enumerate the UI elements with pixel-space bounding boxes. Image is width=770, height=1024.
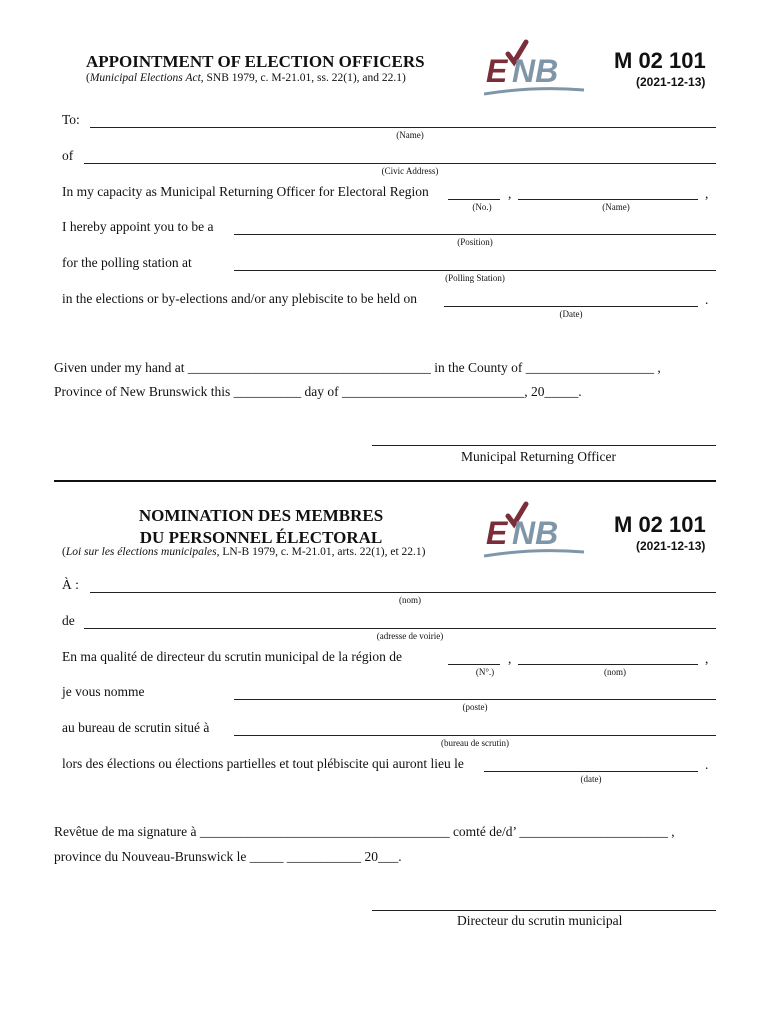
polling-caption-fr: (bureau de scrutin): [441, 738, 509, 748]
civic-caption: (Civic Address): [381, 166, 439, 176]
of-label: of: [62, 148, 74, 163]
form-title-fr: [116, 505, 406, 549]
province-line-fr: province du Nouveau-Brunswick le _____ ___________ 20___.: [54, 849, 402, 864]
region-name-field[interactable]: [518, 199, 698, 200]
logo-nb-fr: NB: [512, 515, 559, 551]
date-caption: (Date): [559, 309, 583, 319]
position-field[interactable]: [234, 234, 716, 235]
province-line: Province of New Brunswick this __________ day of ___________________________, 20_____.: [54, 384, 582, 399]
region-number-field[interactable]: [448, 199, 500, 200]
period-1: .: [705, 292, 709, 307]
position-field-fr[interactable]: [234, 699, 716, 700]
region-name-field-fr[interactable]: [518, 664, 698, 665]
date-caption-fr: (date): [580, 774, 602, 784]
form-date: (2021-12-13): [636, 75, 706, 89]
of-label-fr: de: [62, 613, 75, 628]
to-name-field-fr[interactable]: [90, 592, 716, 593]
period-2: .: [705, 757, 709, 772]
appoint-text: I hereby appoint you to be a: [62, 219, 214, 234]
region-number-field-fr[interactable]: [448, 664, 500, 665]
snb-logo-fr: [484, 498, 586, 562]
form-date-fr: (2021-12-13): [636, 539, 706, 553]
no-caption: (No.): [472, 202, 492, 212]
name-caption-fr: (nom): [399, 595, 421, 605]
polling-caption: (Polling Station): [445, 273, 505, 283]
polling-text-fr: au bureau de scrutin situé à: [62, 720, 210, 735]
polling-station-field[interactable]: [234, 270, 716, 271]
comma-3: ,: [508, 651, 512, 666]
form-number: M 02 101: [614, 48, 706, 73]
signature-line-fr[interactable]: [372, 910, 716, 911]
signature-line[interactable]: [372, 445, 716, 446]
comma-2: ,: [705, 186, 709, 201]
form-subtitle-fr: (Loi sur les élections municipales, LN-B 1979, c. M-21.01, arts. 22(1), et 22.1): [62, 546, 426, 558]
elections-text-fr: lors des élections ou élections partielles et tout plébiscite qui auront lieu le: [62, 756, 464, 771]
signature-caption: Municipal Returning Officer: [461, 449, 616, 464]
form-subtitle: (Municipal Elections Act, SNB 1979, c. M-21.01, ss. 22(1), and 22.1): [86, 72, 406, 84]
polling-text: for the polling station at: [62, 255, 192, 270]
capacity-text-fr: En ma qualité de directeur du scrutin municipal de la région de: [62, 649, 403, 664]
civic-address-field[interactable]: [84, 163, 716, 164]
name-caption: (Name): [396, 130, 424, 140]
civic-address-field-fr[interactable]: [84, 628, 716, 629]
form-title: APPOINTMENT OF ELECTION OFFICERS: [86, 52, 425, 71]
to-name-field[interactable]: [90, 127, 716, 128]
capacity-text: In my capacity as Municipal Returning Officer for Electoral Region: [62, 184, 429, 199]
given-line: Given under my hand at ____________________________________ in the County of ___________________ ,: [54, 360, 661, 375]
election-date-field-fr[interactable]: [484, 771, 698, 772]
polling-station-field-fr[interactable]: [234, 735, 716, 736]
name2-caption-fr: (nom): [604, 667, 626, 677]
given-line-fr: Revêtue de ma signature à _____________________________________ comté de/d’ ______________________ ,: [54, 824, 675, 839]
elections-text: in the elections or by-elections and/or any plebiscite to be held on: [62, 291, 418, 306]
name2-caption: (Name): [602, 202, 630, 212]
civic-caption-fr: (adresse de voirie): [376, 631, 444, 641]
section-divider: [54, 480, 716, 482]
comma-4: ,: [705, 651, 709, 666]
to-label-fr: À :: [62, 577, 79, 592]
form-number-fr: M 02 101: [614, 512, 706, 537]
logo-e-fr: E: [486, 515, 508, 551]
title-line-2: DU PERSONNEL ÉLECTORAL: [139, 528, 383, 547]
position-caption-fr: (poste): [462, 702, 488, 712]
comma-1: ,: [508, 186, 512, 201]
snb-logo: [484, 36, 586, 100]
title-line-1: NOMINATION DES MEMBRES: [138, 506, 384, 525]
position-caption: (Position): [457, 237, 493, 247]
logo-nb: NB: [512, 53, 559, 89]
election-date-field[interactable]: [444, 306, 698, 307]
no-caption-fr: (N°.): [475, 667, 495, 677]
signature-caption-fr: Directeur du scrutin municipal: [457, 913, 623, 928]
appoint-text-fr: je vous nomme: [62, 684, 145, 699]
logo-e: E: [486, 53, 508, 89]
to-label: To:: [62, 112, 80, 127]
